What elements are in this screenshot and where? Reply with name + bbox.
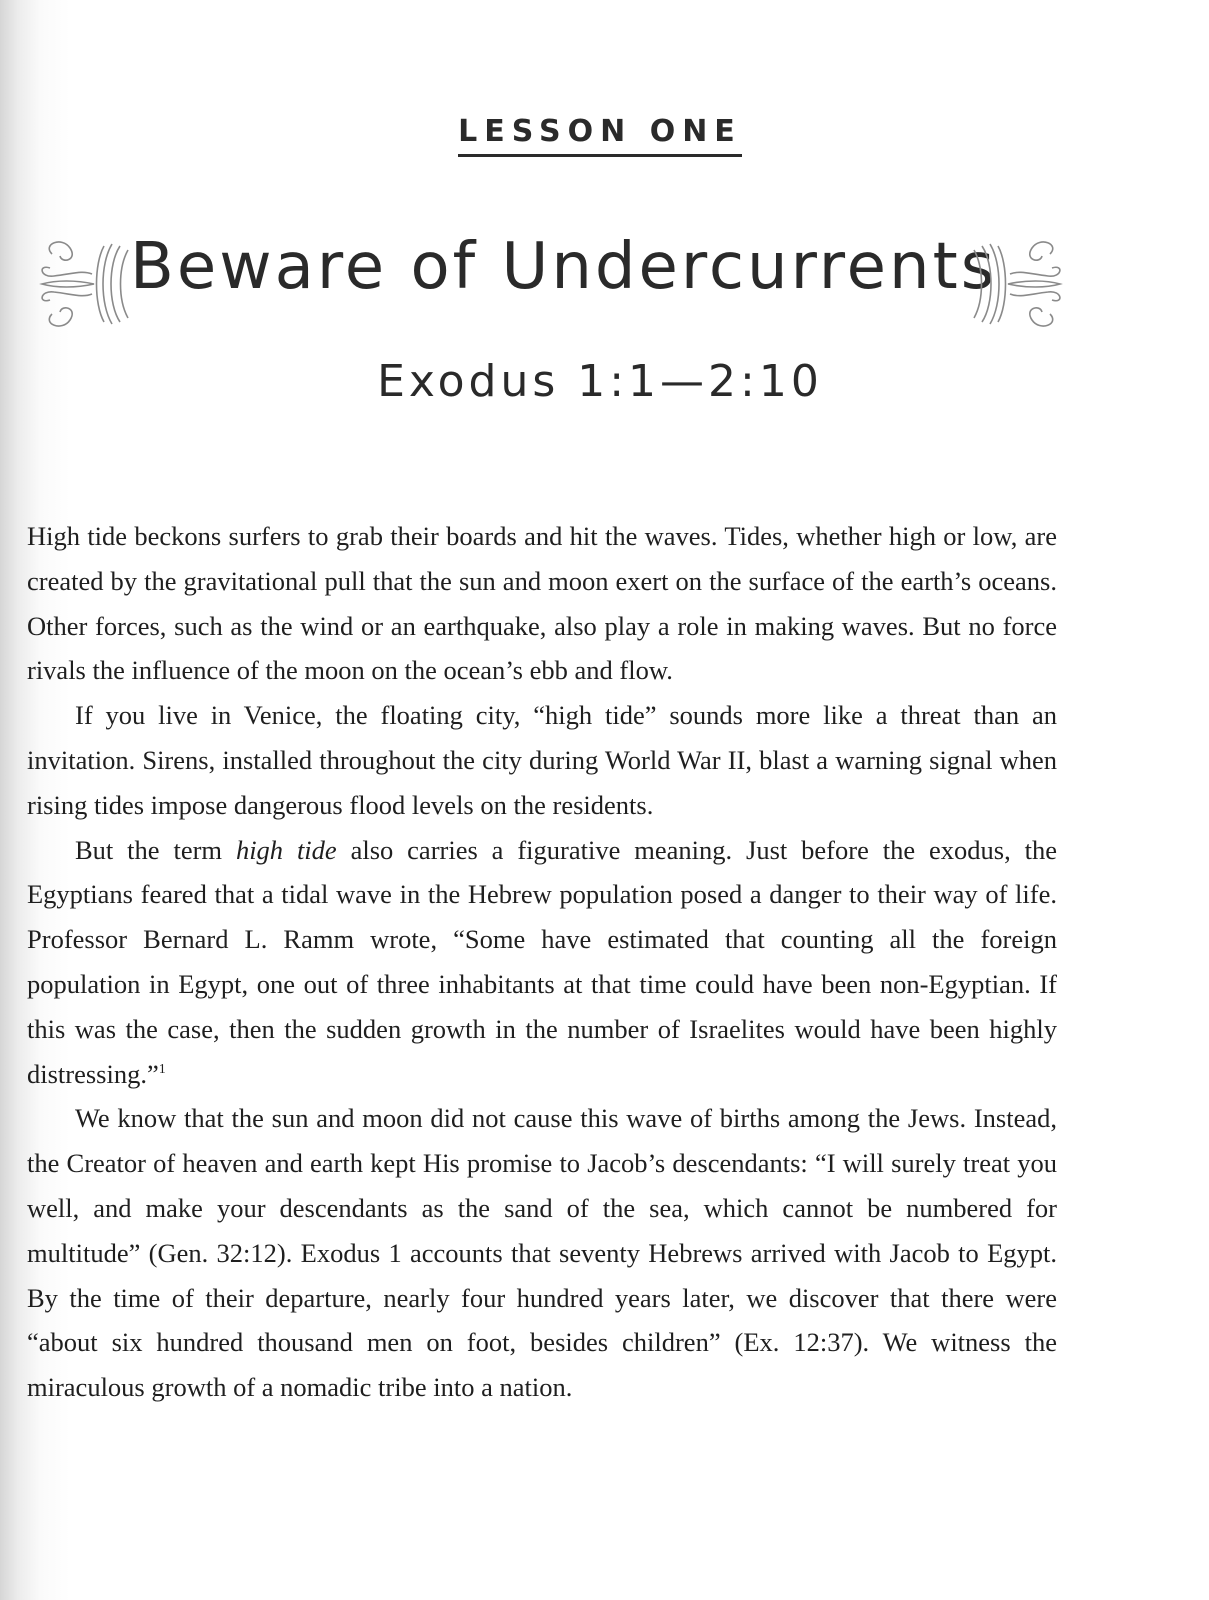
italic-term: high tide	[235, 834, 337, 865]
lesson-label	[300, 114, 900, 157]
paragraph-text: also carries a figurative meaning. Just before the exodus, the Egyptians feared that a tidal wave in the Hebrew population posed a danger to their way of life. Professor Bernard L. Ramm wrote, “Some have estimated that counting all the foreign population in Egypt, one out of three inhabitants at that time could have been non-Egyptian. If this was the case, then the sudden growth in the number of Israelites would have been highly distressing.”	[27, 834, 1057, 1089]
scripture-reference: Exodus 1:1—2:10	[377, 356, 823, 407]
lesson-label-text: LESSON ONE	[458, 114, 742, 157]
scroll-flourish-icon	[32, 234, 142, 330]
body-text	[27, 514, 1057, 1410]
paragraph: If you live in Venice, the floating city, “high tide” sounds more like a threat than an invitation. Sirens, installed throughout the city during World War II, blast a warning signal when rising tides impose dangerous flood levels on the residents.	[27, 700, 1057, 820]
paragraph: We know that the sun and moon did not cause this wave of births among the Jews. Instead, the Creator of heaven and earth kept His promise to Jacob’s descendants: “I will surely treat you well, and make your descendants as the sand of the sea, which cannot be numbered for multitude” (Gen. 32:12). Exodus 1 accounts that seventy Hebrews arrived with Jacob to Egypt. By the time of their departure, nearly four hundred years later, we discover that there were “about six hundred thousand men on foot, besides children” (Ex. 12:37). We witness the miraculous growth of a nomadic tribe into a nation.	[27, 1103, 1057, 1403]
chapter-title-row	[30, 226, 1070, 336]
paragraph-text: But the term	[75, 834, 236, 865]
footnote-reference: 1	[158, 1061, 166, 1077]
paragraph: High tide beckons surfers to grab their boards and hit the waves. Tides, whether high or low, are created by the gravitational pull that the sun and moon exert on the surface of the earth’s oceans. Other forces, such as the wind or an earthquake, also play a role in making waves. But no force rivals the influence of the moon on the ocean’s ebb and flow.	[27, 521, 1057, 686]
chapter-title: Beware of Undercurrents	[130, 230, 998, 304]
scroll-flourish-icon	[960, 234, 1070, 330]
paragraph	[27, 828, 1057, 1097]
